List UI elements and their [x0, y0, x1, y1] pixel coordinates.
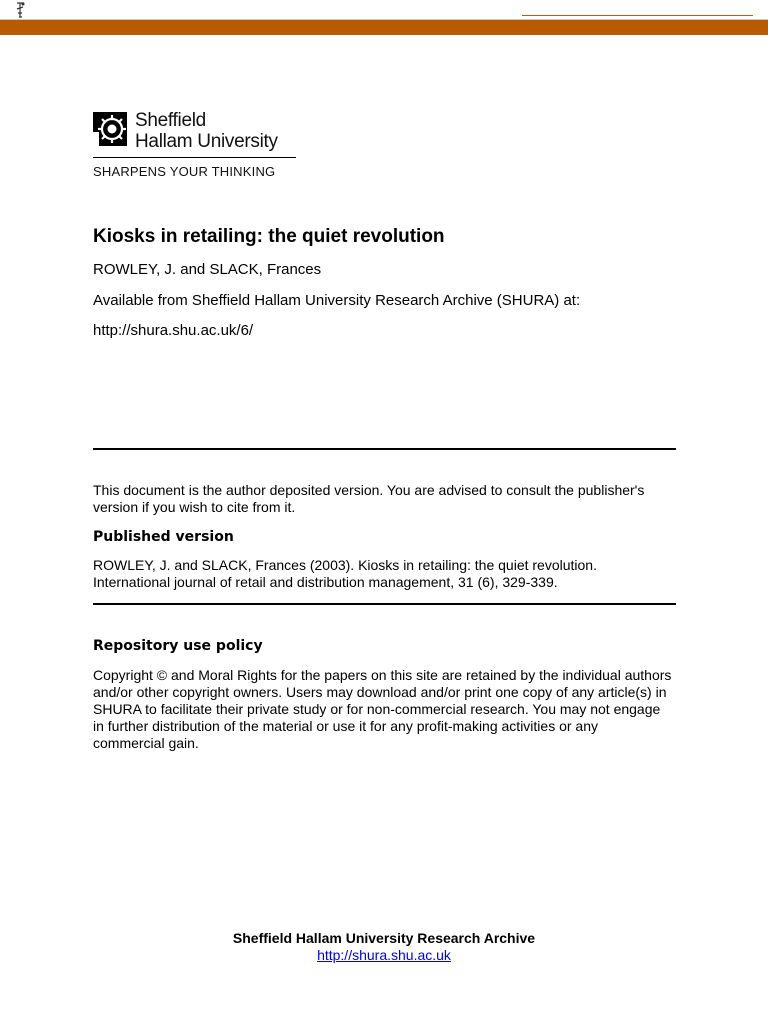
university-crest-icon — [93, 112, 127, 146]
citation-text: ROWLEY, J. and SLACK, Frances (2003). Kiosks in retailing: the quiet revolution. International journal of retail and distribution management, 31 (6), 329-339. — [93, 557, 597, 590]
policy-heading: Repository use policy — [93, 638, 263, 654]
toolbar-rule — [522, 15, 753, 16]
logo-wordmark — [135, 110, 278, 152]
footer-link[interactable]: http://shura.shu.ac.uk — [317, 947, 451, 963]
document-url[interactable]: http://shura.shu.ac.uk/6/ — [93, 322, 254, 339]
logo-tagline: SHARPENS YOUR THINKING — [93, 164, 276, 179]
logo-name-line1: Sheffield — [135, 110, 206, 131]
divider — [93, 448, 676, 450]
deposited-notice: This document is the author deposited version. You are advised to consult the publisher's version if you wish to cite from it. — [93, 482, 645, 515]
university-logo — [93, 110, 298, 182]
logo-divider — [93, 157, 296, 158]
availability-text: Available from Sheffield Hallam University Research Archive (SHURA) at: — [93, 292, 581, 309]
header-band — [0, 20, 768, 35]
document-title: Kiosks in retailing: the quiet revolution — [93, 226, 445, 247]
footer-title: Sheffield Hallam University Research Archive — [232, 930, 536, 946]
top-toolbar — [0, 0, 768, 20]
pdf-viewer-icon — [14, 1, 28, 19]
footer — [0, 930, 768, 964]
policy-text: Copyright © and Moral Rights for the papers on this site are retained by the individual authors and/or other copyright owners. Users may download and/or print one copy of any article(s) in SHURA to facilitate their private study or for non-commercial research. You may not engage in further distribution of the material or use it for any profit-making activities or any commercial gain. — [93, 667, 672, 751]
published-version-heading: Published version — [93, 529, 234, 545]
divider — [93, 603, 676, 605]
logo-name-line2: Hallam University — [135, 131, 278, 152]
document-authors: ROWLEY, J. and SLACK, Frances — [93, 261, 322, 278]
